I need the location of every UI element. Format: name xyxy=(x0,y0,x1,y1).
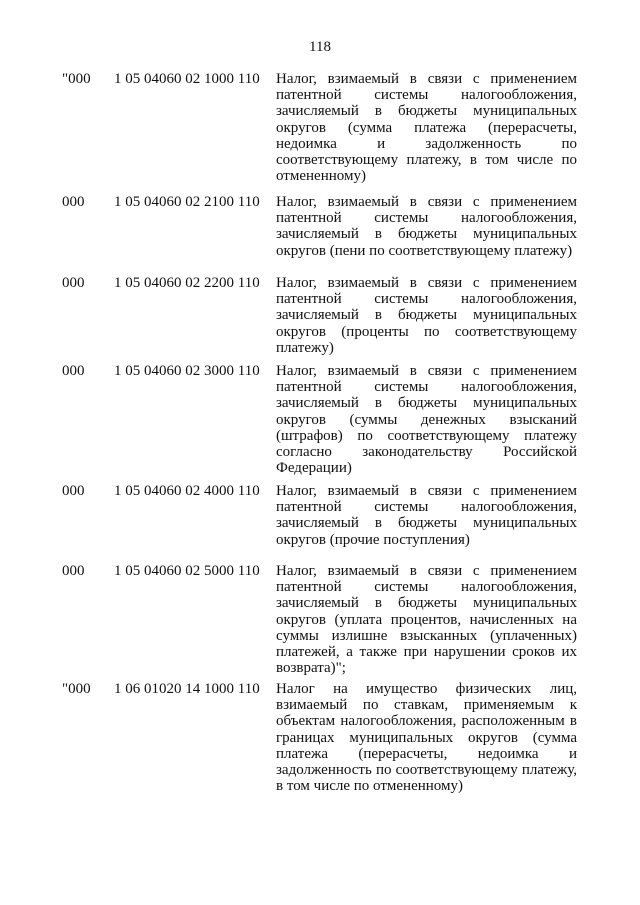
row-description: Налог, взимаемый в связи с применением патентной системы налогообложения, зачисляемый в бюджеты муниципальных округов (прочие поступления) xyxy=(276,483,577,548)
row-description: Налог на имущество физических лиц, взимаемый по ставкам, применяемым к объектам налогообложения, расположенным в границах муниципальных округов (сумма платежа (перерасчеты, недоимка и задолженность по соответствующему платежу, в том числе по отмененному) xyxy=(276,681,577,795)
row-admin-code: 000 xyxy=(62,363,85,379)
row-admin-code: "000 xyxy=(62,71,91,87)
row-admin-code: 000 xyxy=(62,563,85,579)
row-admin-code: 000 xyxy=(62,275,85,291)
row-budget-code: 1 05 04060 02 2200 110 xyxy=(114,275,260,291)
row-budget-code: 1 05 04060 02 4000 110 xyxy=(114,483,260,499)
row-description: Налог, взимаемый в связи с применением патентной системы налогообложения, зачисляемый в бюджеты муниципальных округов (пени по соответствующему платежу) xyxy=(276,194,577,259)
row-description: Налог, взимаемый в связи с применением патентной системы налогообложения, зачисляемый в бюджеты муниципальных округов (уплата процентов, начисленных на суммы излишне взысканных (уплаченных) платежей, а также при нарушении сроков их возврата)"; xyxy=(276,563,577,677)
row-description: Налог, взимаемый в связи с применением патентной системы налогообложения, зачисляемый в бюджеты муниципальных округов (проценты по соответствующему платежу) xyxy=(276,275,577,356)
row-admin-code: 000 xyxy=(62,194,85,210)
row-budget-code: 1 05 04060 02 5000 110 xyxy=(114,563,260,579)
row-budget-code: 1 05 04060 02 2100 110 xyxy=(114,194,260,210)
row-budget-code: 1 05 04060 02 3000 110 xyxy=(114,363,260,379)
page-number: 118 xyxy=(309,39,331,55)
row-description: Налог, взимаемый в связи с применением патентной системы налогообложения, зачисляемый в бюджеты муниципальных округов (сумма платежа (перерасчеты, недоимка и задолженность по соответствующему платежу, в том числе по отмененному) xyxy=(276,71,577,185)
row-budget-code: 1 06 01020 14 1000 110 xyxy=(114,681,260,697)
row-admin-code: 000 xyxy=(62,483,85,499)
row-description: Налог, взимаемый в связи с применением патентной системы налогообложения, зачисляемый в бюджеты муниципальных округов (суммы денежных взысканий (штрафов) по соответствующему платежу согласно законодательству Российской Федерации) xyxy=(276,363,577,477)
row-budget-code: 1 05 04060 02 1000 110 xyxy=(114,71,260,87)
row-admin-code: "000 xyxy=(62,681,91,697)
